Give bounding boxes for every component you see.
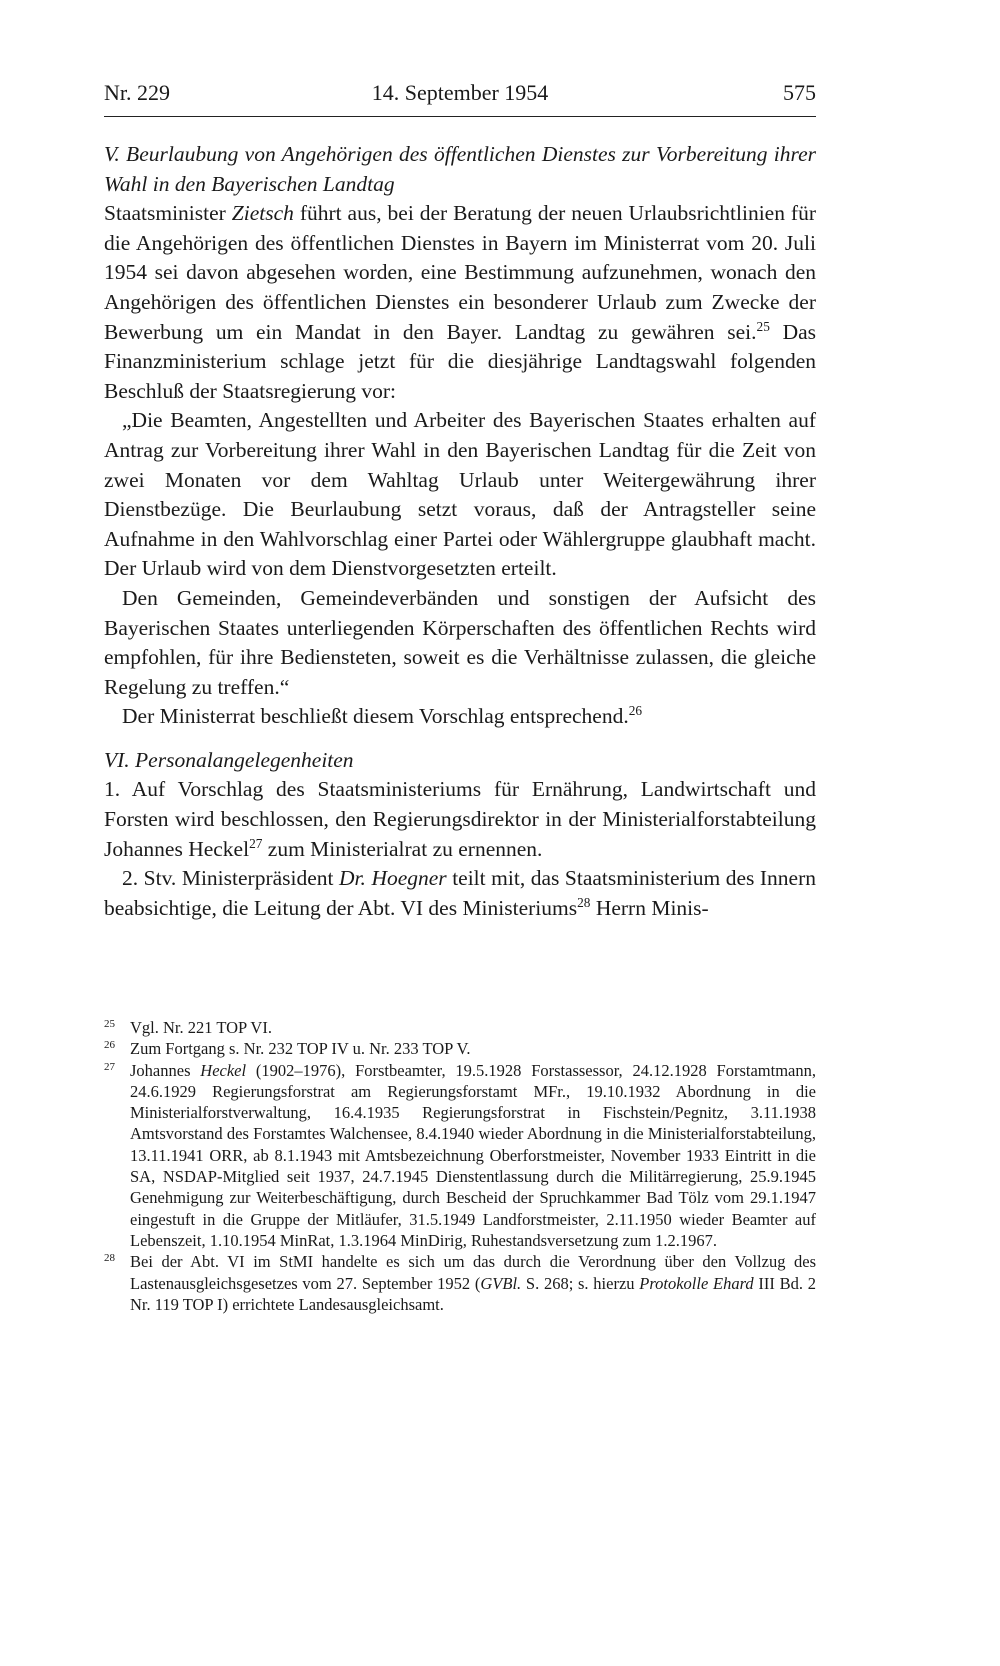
footnote-number: 25 xyxy=(104,1018,115,1030)
footnote-ref[interactable]: 26 xyxy=(628,703,643,719)
footnote xyxy=(104,1060,816,1252)
footnote-ref[interactable]: 28 xyxy=(577,894,591,910)
publication-title: GVBl. xyxy=(480,1273,522,1293)
paragraph xyxy=(104,864,816,923)
text: führt aus, bei der Beratung der neuen Urlaubsrichtlinien für die Angehörigen des öffentlichen Dienstes in Bayern im Ministerrat vom 20. Juli 1954 sei davon abgesehen worden, eine Bestimmung aufzunehmen, wonach den Angehörigen des öffentlichen Dienstes ein besonderer Urlaub zum Zwecke der Bewerbung um ein Mandat in den Bayer. Landtag zu gewähren sei. xyxy=(104,201,816,344)
person-name: Zietsch xyxy=(231,201,294,226)
section-heading-vi: VI. Personalangelegenheiten xyxy=(104,747,354,772)
footnote-number: 28 xyxy=(104,1252,115,1265)
person-name: Heckel xyxy=(200,1060,247,1080)
footnote-number: 26 xyxy=(104,1039,115,1052)
spacer xyxy=(104,732,816,746)
paragraph: „Die Beamten, Angestellten und Arbeiter des Bayerischen Staates erhalten auf Antrag zur Vorbereitung ihrer Wahl in den Bayerischen Landtag für die Zeit von zwei Monaten vor dem Wahltag Urlaub unter Weitergewährung ihrer Dienstbezüge. Die Beurlaubung setzt voraus, daß der Antragsteller seine Aufnahme in den Wahlvorschlag einer Partei oder Wählergruppe glaubhaft macht. Der Urlaub wird von dem Dienstvorgesetzten erteilt. xyxy=(104,408,816,581)
paragraph xyxy=(104,775,816,864)
section-heading-v: V. Beurlaubung von Angehörigen des öffentlichen Dienstes zur Vorbereitung ihrer Wahl in den Bayerischen Landtag xyxy=(104,142,816,196)
footnote-text: S. 268; s. hierzu xyxy=(521,1273,640,1293)
footnote-number: 27 xyxy=(104,1060,115,1073)
footnote-text: III Bd. 2 Nr. 119 TOP I) errichtete Landesausgleichsamt. xyxy=(130,1273,816,1314)
document-number: Nr. 229 xyxy=(104,80,170,105)
text: zum Ministerialrat zu ernennen. xyxy=(262,836,543,861)
footnote-text: Vgl. Nr. 221 TOP VI. xyxy=(130,1018,272,1037)
publication-title: Protokolle Ehard xyxy=(639,1273,754,1293)
text: 1. Auf Vorschlag des Staatsministeriums für Ernährung, Landwirtschaft und Forsten wird beschlossen, den Regierungsdirektor in der Ministerialforstabteilung Johannes Heckel xyxy=(104,777,816,861)
footnote xyxy=(104,1251,816,1315)
footnote xyxy=(104,1017,816,1038)
running-header xyxy=(104,80,816,117)
footnote-ref[interactable]: 27 xyxy=(249,835,263,851)
text: teilt mit, das Staatsministerium des Innern beabsichtige, die Leitung der Abt. VI des Ministeriums xyxy=(104,866,816,920)
footnote-text: Johannes xyxy=(130,1060,201,1080)
main-text xyxy=(104,140,816,923)
page-number: 575 xyxy=(783,80,816,105)
footnote-text: Zum Fortgang s. Nr. 232 TOP IV u. Nr. 233 TOP V. xyxy=(130,1039,471,1059)
paragraph: Den Gemeinden, Gemeindeverbänden und sonstigen der Aufsicht des Bayerischen Staates unterliegenden Körperschaften des öffentlichen Rechts wird empfohlen, für ihre Bediensteten, soweit es die Verhältnisse zulassen, die gleiche Regelung zu treffen.“ xyxy=(104,585,816,699)
text: Herrn Minis- xyxy=(590,895,709,920)
footnotes xyxy=(104,1017,816,1315)
text: Das Finanzministerium schlage jetzt für die diesjährige Landtagswahl folgenden Beschluß der Staatsregierung vor: xyxy=(104,319,817,403)
person-name: Dr. Hoegner xyxy=(339,866,447,891)
footnote-text: Bei der Abt. VI im StMI handelte es sich um das durch die Verordnung über den Vollzug des Lastenausgleichsgesetzes vom 27. September 1952 ( xyxy=(130,1252,816,1293)
text: Staatsminister xyxy=(104,201,232,226)
footnote xyxy=(104,1038,816,1059)
text: 2. Stv. Ministerpräsident xyxy=(122,866,340,891)
paragraph xyxy=(104,702,816,732)
meeting-date: 14. September 1954 xyxy=(371,80,549,105)
paragraph xyxy=(104,199,816,406)
footnote-text: (1902–1976), Forstbeamter, 19.5.1928 Forstassessor, 24.12.1928 Forstamtmann, 24.6.1929 Regierungsforstrat am Regierungsforstamt MFr., 19.10.1932 Abordnung in die Ministerialforstverwaltung, 16.4.1935 Regierungsforstrat in Fischstein/Pegnitz, 3.11.1938 Amtsvorstand des Forstamtes Walchensee, 8.4.1940 wieder Abordnung in die Ministerialforstabteilung, 13.11.1941 ORR, ab 8.1.1943 mit Amtsbezeichnung Oberforstmeister, November 1933 Eintritt in die SA, NSDAP-Mitglied seit 1937, 24.7.1945 Dienstentlassung durch die Militärregierung, 25.9.1945 Genehmigung zur Weiterbeschäftigung, durch Bescheid der Spruchkammer Bad Tölz vom 29.1.1947 eingestuft in die Gruppe der Mitläufer, 31.5.1949 Landforstmeister, 2.11.1950 wieder Beamter auf Lebenszeit, 1.10.1954 MinRat, 1.3.1964 MinDirig, Ruhestandsversetzung zum 1.2.1967. xyxy=(130,1060,816,1250)
footnote-ref[interactable]: 25 xyxy=(756,318,770,334)
text: Der Ministerrat beschließt diesem Vorschlag entsprechend. xyxy=(122,704,629,729)
